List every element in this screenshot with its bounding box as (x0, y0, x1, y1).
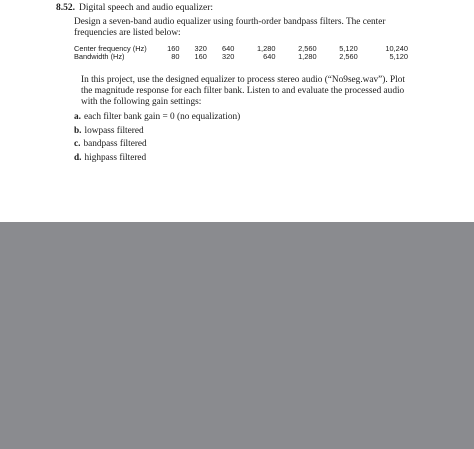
row-label: Bandwidth (Hz) (74, 52, 125, 62)
problem-intro: Design a seven-band audio equalizer using fourth-order bandpass filters. The center frequencies are listed below: (74, 17, 386, 38)
table-cell: 1,280 (298, 52, 317, 62)
option-text: each filter bank gain = 0 (no equalization) (83, 112, 241, 122)
list-item (74, 125, 240, 139)
list-item (74, 111, 240, 125)
table-cell: 320 (221, 52, 235, 62)
problem-title: Digital speech and audio equalizer: (79, 3, 214, 13)
table-cell: 640 (221, 44, 235, 53)
option-text: lowpass filtered (84, 125, 144, 136)
problem-heading (56, 3, 213, 13)
list-item (74, 152, 240, 166)
project-description: In this project, use the designed equalizer to process stereo audio (“No9seg.wav”). Plot the magnitude response for each filter bank. Listen to and evaluate the processed audio with the following gain settings: (81, 75, 406, 107)
option-letter: c. (74, 139, 81, 150)
problem-number: 8.52. (56, 3, 75, 13)
table-row (74, 53, 408, 61)
frequency-table (74, 45, 408, 62)
table-cell: 2,560 (339, 52, 358, 62)
option-letter: d. (74, 152, 82, 163)
table-cell: 10,240 (385, 44, 408, 53)
viewer-background (0, 222, 474, 449)
table-cell: 80 (171, 52, 180, 62)
table-cell: 320 (194, 44, 207, 53)
table-cell: 160 (194, 52, 207, 62)
list-item (74, 138, 240, 152)
table-cell: 1,280 (256, 44, 276, 53)
gain-settings-list (74, 111, 240, 165)
table-cell: 5,120 (389, 52, 408, 62)
table-cell: 160 (167, 44, 180, 53)
table-cell: 640 (263, 52, 276, 62)
row-label: Center frequency (Hz) (74, 44, 147, 53)
table-cell: 2,560 (298, 44, 317, 53)
option-text: bandpass filtered (83, 139, 147, 150)
option-letter: a. (74, 112, 81, 122)
document-page (0, 0, 474, 222)
option-letter: b. (74, 125, 82, 136)
table-cell: 5,120 (339, 44, 358, 53)
option-text: highpass filtered (84, 152, 147, 163)
